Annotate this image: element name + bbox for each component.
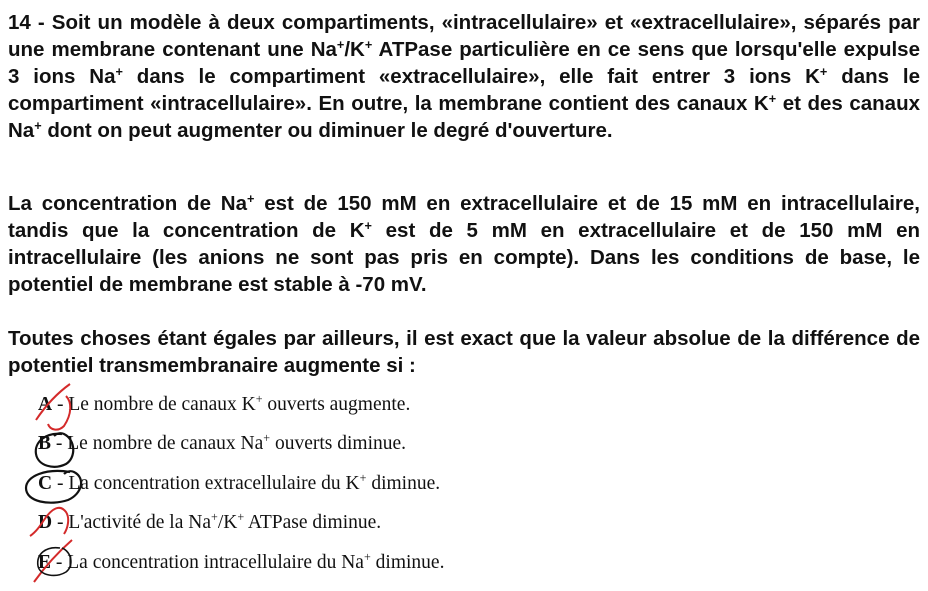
option-letter: E	[38, 552, 52, 573]
option-e[interactable]: E - La concentration intracellulaire du Na+ diminue.	[38, 550, 445, 573]
question-paragraph-1: 14 - Soit un modèle à deux compartiments, «intracellulaire» et «extracellulaire», séparés par une membrane contenant une Na+/K+ ATPase particulière en ce sens que lorsqu'elle expulse 3 ions Na+ dans le compartiment «extracellulaire», elle fait entrer 3 ions K+ dans le compartiment «intracellulaire». En outre, la membrane contient des canaux K+ et des canaux Na+ dont on peut augmenter ou diminuer le degré d'ouverture.	[8, 11, 921, 142]
option-letter: D	[38, 512, 53, 533]
question-number: 14 -	[8, 11, 45, 34]
option-a[interactable]: A - Le nombre de canaux K+ ouverts augmente.	[38, 392, 411, 415]
option-letter: C	[38, 473, 53, 494]
option-d[interactable]: D - L'activité de la Na+/K+ ATPase diminue.	[38, 510, 382, 533]
option-letter: B	[38, 433, 52, 454]
question-prompt: Toutes choses étant égales par ailleurs, il est exact que la valeur absolue de la différence de potentiel transmembranaire augmente si :	[8, 327, 920, 377]
option-c[interactable]: C - La concentration extracellulaire du K+ diminue.	[38, 471, 441, 494]
option-letter: A	[38, 394, 53, 415]
option-b[interactable]: B - Le nombre de canaux Na+ ouverts diminue.	[38, 431, 407, 454]
question-paragraph-2: La concentration de Na+ est de 150 mM en extracellulaire et de 15 mM en intracellulaire, tandis que la concentration de K+ est de 5 mM en extracellulaire et de 150 mM en intracellulaire (les anions ne sont pas pris en compte). Dans les conditions de base, le potentiel de membrane est stable à -70 mV.	[8, 191, 920, 296]
